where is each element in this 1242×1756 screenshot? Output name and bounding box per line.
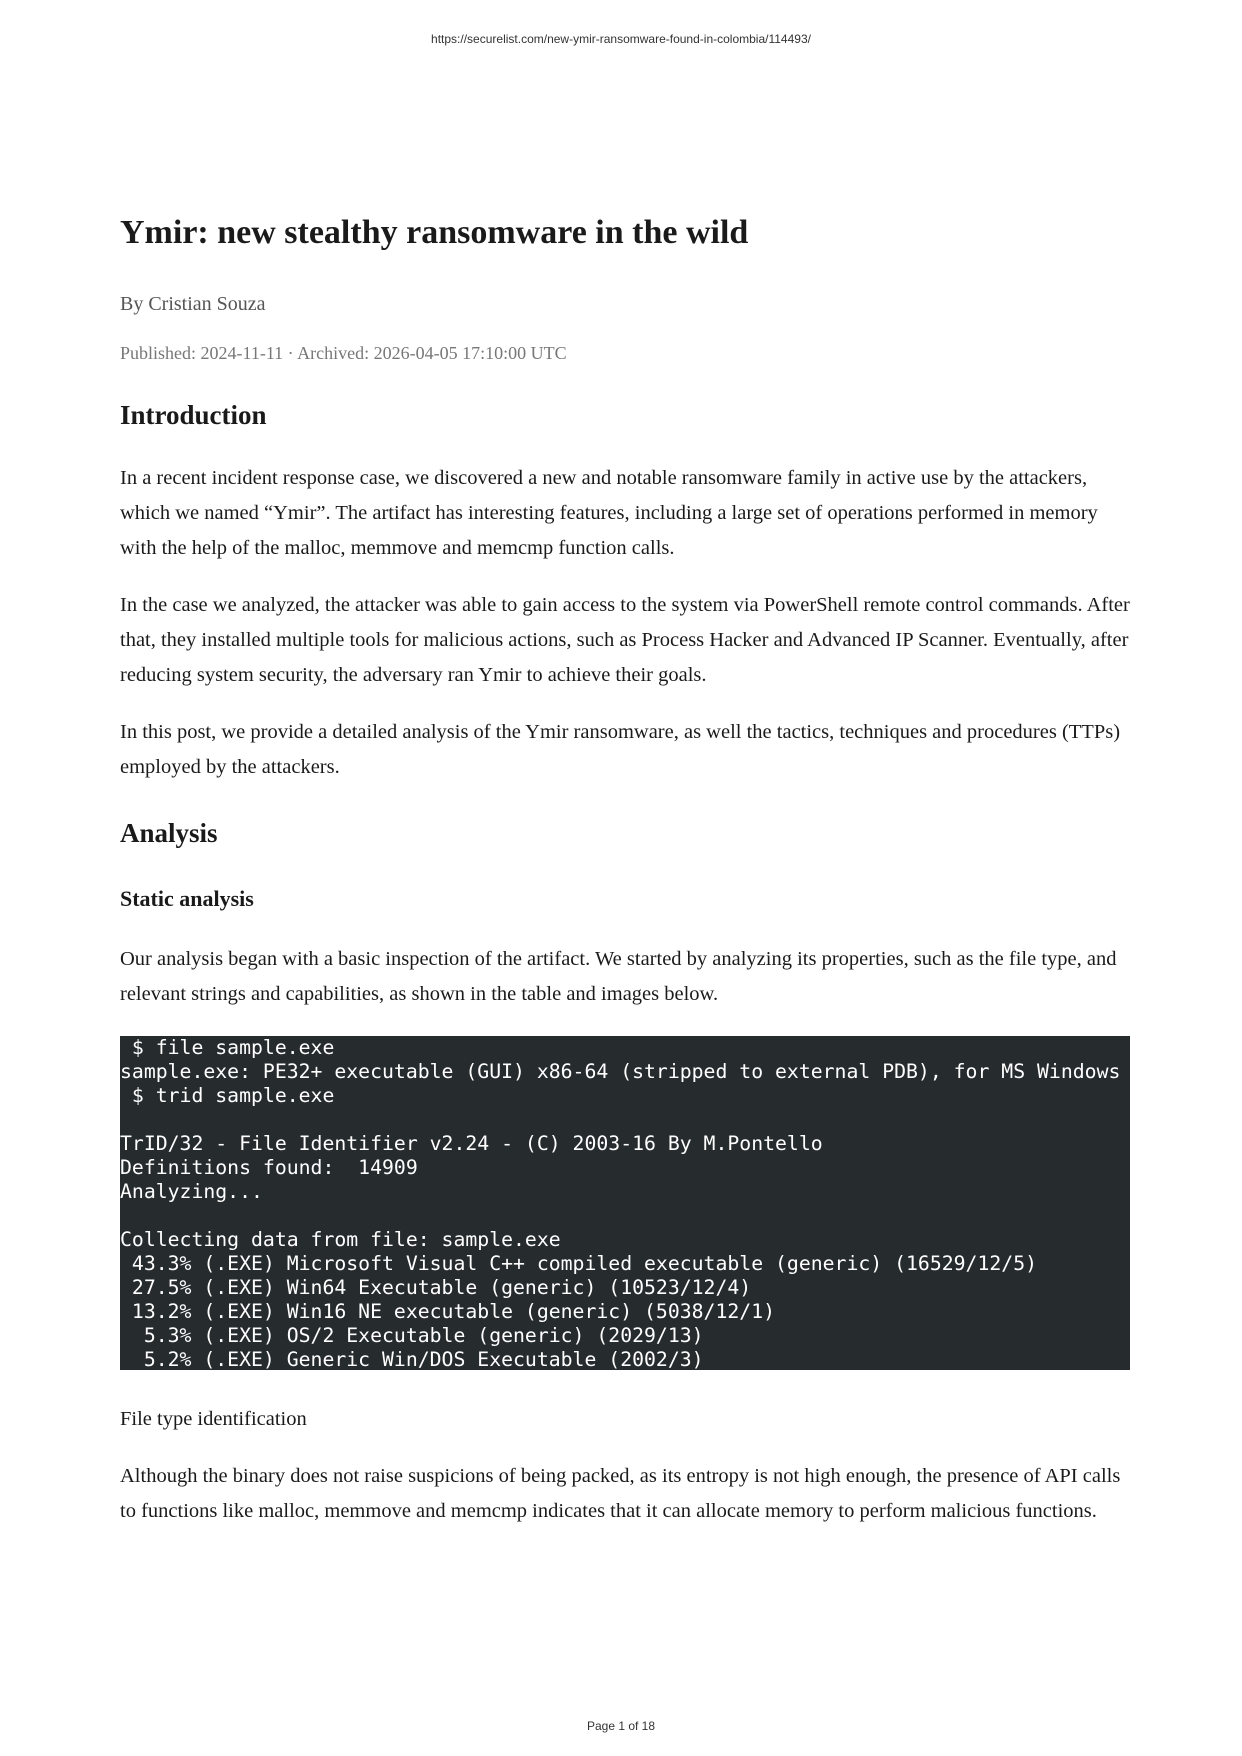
- heading-static-analysis: Static analysis: [120, 886, 254, 911]
- code-line: Analyzing...: [120, 1180, 263, 1203]
- code-line: [120, 1108, 1130, 1132]
- article-title: Ymir: new stealthy ransomware in the wild: [120, 214, 749, 251]
- heading-introduction: Introduction: [120, 400, 267, 430]
- article-author: By Cristian Souza: [120, 293, 266, 315]
- code-line: $ file sample.exe: [120, 1036, 335, 1059]
- page-url: https://securelist.com/new-ymir-ransomware-found-in-colombia/114493/: [431, 32, 811, 46]
- intro-paragraph-2: In the case we analyzed, the attacker was able to gain access to the system via PowerShell remote control commands. After that, they installed multiple tools for malicious actions, such as Process Hacker and Advanced IP Scanner. Eventually, after reducing system security, the adversary ran Ymir to achieve their goals.: [120, 594, 1130, 686]
- code-line: sample.exe: PE32+ executable (GUI) x86-64 (stripped to external PDB), for MS Windows: [120, 1060, 1121, 1083]
- code-line: [120, 1204, 1130, 1228]
- code-line: TrID/32 - File Identifier v2.24 - (C) 2003-16 By M.Pontello: [120, 1132, 823, 1155]
- code-line: 5.3% (.EXE) OS/2 Executable (generic) (2029/13): [120, 1324, 704, 1347]
- code-line: Definitions found: 14909: [120, 1156, 418, 1179]
- heading-analysis: Analysis: [120, 818, 218, 848]
- article-published-date: Published: 2024-11-11 · Archived: 2026-04-05 17:10:00 UTC: [120, 343, 567, 363]
- code-line: 43.3% (.EXE) Microsoft Visual C++ compiled executable (generic) (16529/12/5): [120, 1252, 1038, 1275]
- analysis-paragraph-2: Although the binary does not raise suspicions of being packed, as its entropy is not high enough, the presence of API calls to functions like malloc, memmove and memcmp indicates that it can allocate memory to perform malicious functions.: [120, 1465, 1121, 1522]
- code-line: 27.5% (.EXE) Win64 Executable (generic) (10523/12/4): [120, 1276, 752, 1299]
- code-line: $ trid sample.exe: [120, 1084, 335, 1107]
- code-block: [120, 1036, 1130, 1370]
- code-line: 5.2% (.EXE) Generic Win/DOS Executable (2002/3): [120, 1348, 704, 1370]
- code-caption: File type identification: [120, 1408, 307, 1430]
- intro-paragraph-3: In this post, we provide a detailed analysis of the Ymir ransomware, as well the tactics, techniques and procedures (TTPs) employed by the attackers.: [120, 721, 1121, 778]
- intro-paragraph-1: In a recent incident response case, we discovered a new and notable ransomware family in active use by the attackers, which we named “Ymir”. The artifact has interesting features, including a large set of operations performed in memory with the help of the malloc, memmove and memcmp function calls.: [120, 467, 1098, 559]
- analysis-paragraph-1: Our analysis began with a basic inspection of the artifact. We started by analyzing its properties, such as the file type, and relevant strings and capabilities, as shown in the table and images below.: [120, 948, 1117, 1005]
- page-number: Page 1 of 18: [586, 1719, 656, 1733]
- code-line: 13.2% (.EXE) Win16 NE executable (generic) (5038/12/1): [120, 1300, 776, 1323]
- code-line: Collecting data from file: sample.exe: [120, 1228, 561, 1251]
